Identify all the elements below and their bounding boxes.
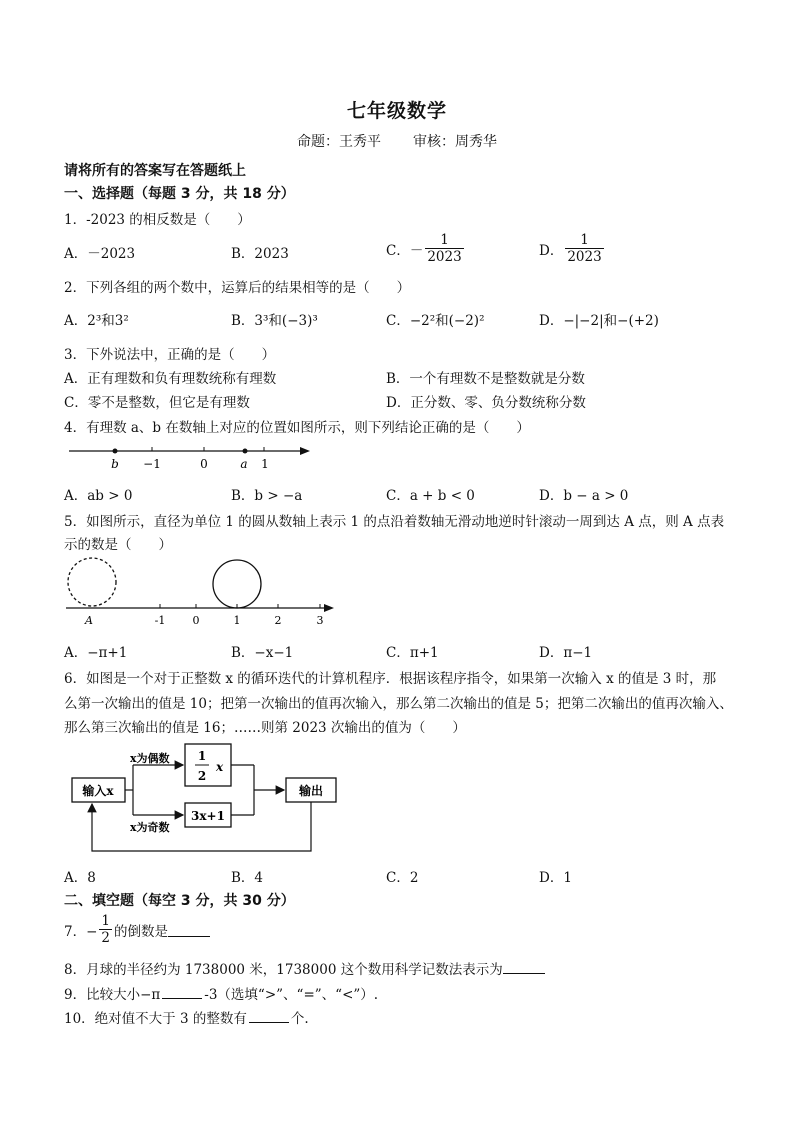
section1-heading: 一、选择题（每题 3 分，共 18 分） (64, 186, 295, 202)
q5-label-3: 3 (316, 614, 324, 627)
q7-prefix: 7．− (64, 924, 98, 940)
q7-suffix: 的倒数是 (114, 924, 168, 940)
q8-text: 8．月球的半径约为 1738000 米，1738000 这个数用科学记数法表示为 (64, 962, 503, 978)
q6-option-b: B．4 (231, 870, 264, 886)
q3-option-b: B．一个有理数不是整数就是分数 (386, 371, 585, 387)
q1-option-d (539, 233, 606, 265)
q4-point-a (243, 449, 248, 454)
q6-flowchart (64, 738, 354, 858)
q9 (64, 983, 378, 1003)
q9-answer-blank[interactable] (162, 986, 202, 999)
q3-option-d: D．正分数、零、负分数统称分数 (386, 395, 586, 411)
setter: 命题：王秀平 (297, 134, 381, 150)
q5-label-A: A (85, 614, 93, 627)
q5-solid-circle (213, 560, 261, 608)
page-title: 七年级数学 (346, 100, 447, 122)
q7-fraction (99, 914, 112, 946)
flow-half-var: x (216, 760, 224, 774)
q8-answer-blank[interactable] (503, 961, 545, 974)
q5-label-1: 1 (233, 614, 241, 627)
q10-answer-blank[interactable] (249, 1010, 289, 1023)
q1-d-denominator: 2023 (567, 249, 602, 265)
q1-d-fraction (565, 233, 603, 265)
q5-option-c: C．π+1 (386, 645, 439, 661)
instruction: 请将所有的答案写在答题纸上 (64, 163, 246, 179)
flow-half-den: 2 (197, 769, 207, 783)
q1-d-numerator: 1 (565, 233, 603, 249)
q5-stem-line2: 示的数是（ ） (64, 537, 172, 553)
q5-dashed-circle (68, 558, 116, 606)
q2-option-d: D．−|−2|和−(+2) (539, 313, 659, 329)
q4-label-1: 1 (261, 457, 269, 471)
q4-label-b: b (111, 457, 119, 471)
flow-half-num: 1 (197, 749, 207, 763)
q10-suffix: 个. (290, 1011, 309, 1027)
q4-option-b: B．b > −a (231, 488, 303, 504)
q6-stem-line1: 6．如图是一个对于正整数 x 的循环迭代的计算机程序．根据该程序指令，如果第一次输入 x 的值是 3 时，那 (64, 671, 717, 687)
q6-option-a: A．8 (64, 870, 96, 886)
q10-prefix: 10．绝对值不大于 3 的整数有 (64, 1011, 247, 1027)
q4-point-b (113, 449, 118, 454)
q5-option-d: D．π−1 (539, 645, 593, 661)
q6-stem-line2: 么第一次输出的值是 10；把第一次输出的值再次输入，那么第二次输出的值是 5；把第二次输出的值再次输入、 (64, 696, 733, 712)
reviewer: 审核：周秀华 (413, 134, 497, 150)
q5-stem-line1: 5．如图所示，直径为单位 1 的圆从数轴上表示 1 的点沿着数轴无滑动地逆时针滚动一周到达 A 点，则 A 点表 (64, 514, 725, 530)
q5-label-2: 2 (274, 614, 282, 627)
q1-stem: 1．-2023 的相反数是（ ） (64, 212, 251, 228)
q5-option-a: A．−π+1 (64, 645, 128, 661)
flow-output-label: 输出 (298, 784, 324, 798)
q8 (64, 958, 545, 978)
q6-option-c: C．2 (386, 870, 419, 886)
q1-c-denominator: 2023 (427, 249, 462, 265)
q1-c-fraction (425, 233, 463, 265)
q7-numerator: 1 (101, 913, 110, 929)
q4-label-a: a (240, 457, 248, 471)
q7 (64, 914, 210, 946)
q2-stem: 2．下列各组的两个数中，运算后的结果相等的是（ ） (64, 280, 411, 296)
q7-denominator: 2 (101, 930, 110, 946)
q5-figure (64, 555, 344, 630)
q1-option-a: A．－2023 (64, 246, 136, 262)
q3-stem: 3．下外说法中，正确的是（ ） (64, 347, 276, 363)
q6-stem-line3: 那么第三次输出的值是 16；……则第 2023 次输出的值为（ ） (64, 720, 466, 736)
q4-label-neg1: −1 (143, 457, 161, 471)
q1-c-prefix: C．－ (386, 243, 424, 259)
q2-option-b: B．3³和(−3)³ (231, 313, 318, 329)
q4-option-d: D．b − a > 0 (539, 488, 629, 504)
q2-option-a: A．2³和3² (64, 313, 129, 329)
q2-option-c: C．−2²和(−2)² (386, 313, 485, 329)
flow-odd-label: x为奇数 (130, 821, 170, 834)
flow-even-label: x为偶数 (130, 752, 170, 765)
q6-option-d: D．1 (539, 870, 572, 886)
q5-option-b: B．−x−1 (231, 645, 294, 661)
q1-c-numerator: 1 (425, 233, 463, 249)
q1-option-c (386, 233, 466, 265)
q9-suffix: -3（选填“>”、“=”、“<”）. (204, 987, 379, 1003)
q9-prefix: 9．比较大小−π (64, 987, 161, 1003)
section2-heading: 二、填空题（每空 3 分，共 30 分） (64, 893, 295, 909)
q3-option-a: A．正有理数和负有理数统称有理数 (64, 371, 277, 387)
flow-input-label: 输入x (82, 784, 114, 798)
authors-line (0, 131, 794, 151)
q3-option-c: C．零不是整数，但它是有理数 (64, 395, 250, 411)
q4-label-0: 0 (200, 457, 208, 471)
q4-option-a: A．ab > 0 (64, 488, 133, 504)
q7-answer-blank[interactable] (168, 924, 210, 937)
q1-option-b: B．2023 (231, 246, 289, 262)
q1-d-prefix: D． (539, 243, 564, 259)
q5-label-0: 0 (192, 614, 200, 627)
q4-option-c: C．a + b < 0 (386, 488, 475, 504)
q10 (64, 1007, 309, 1027)
q4-number-line (64, 440, 324, 472)
flow-odd-box-label: 3x+1 (191, 809, 225, 823)
q5-label-neg1: -1 (154, 614, 166, 627)
q4-stem: 4．有理数 a、b 在数轴上对应的位置如图所示，则下列结论正确的是（ ） (64, 420, 530, 436)
